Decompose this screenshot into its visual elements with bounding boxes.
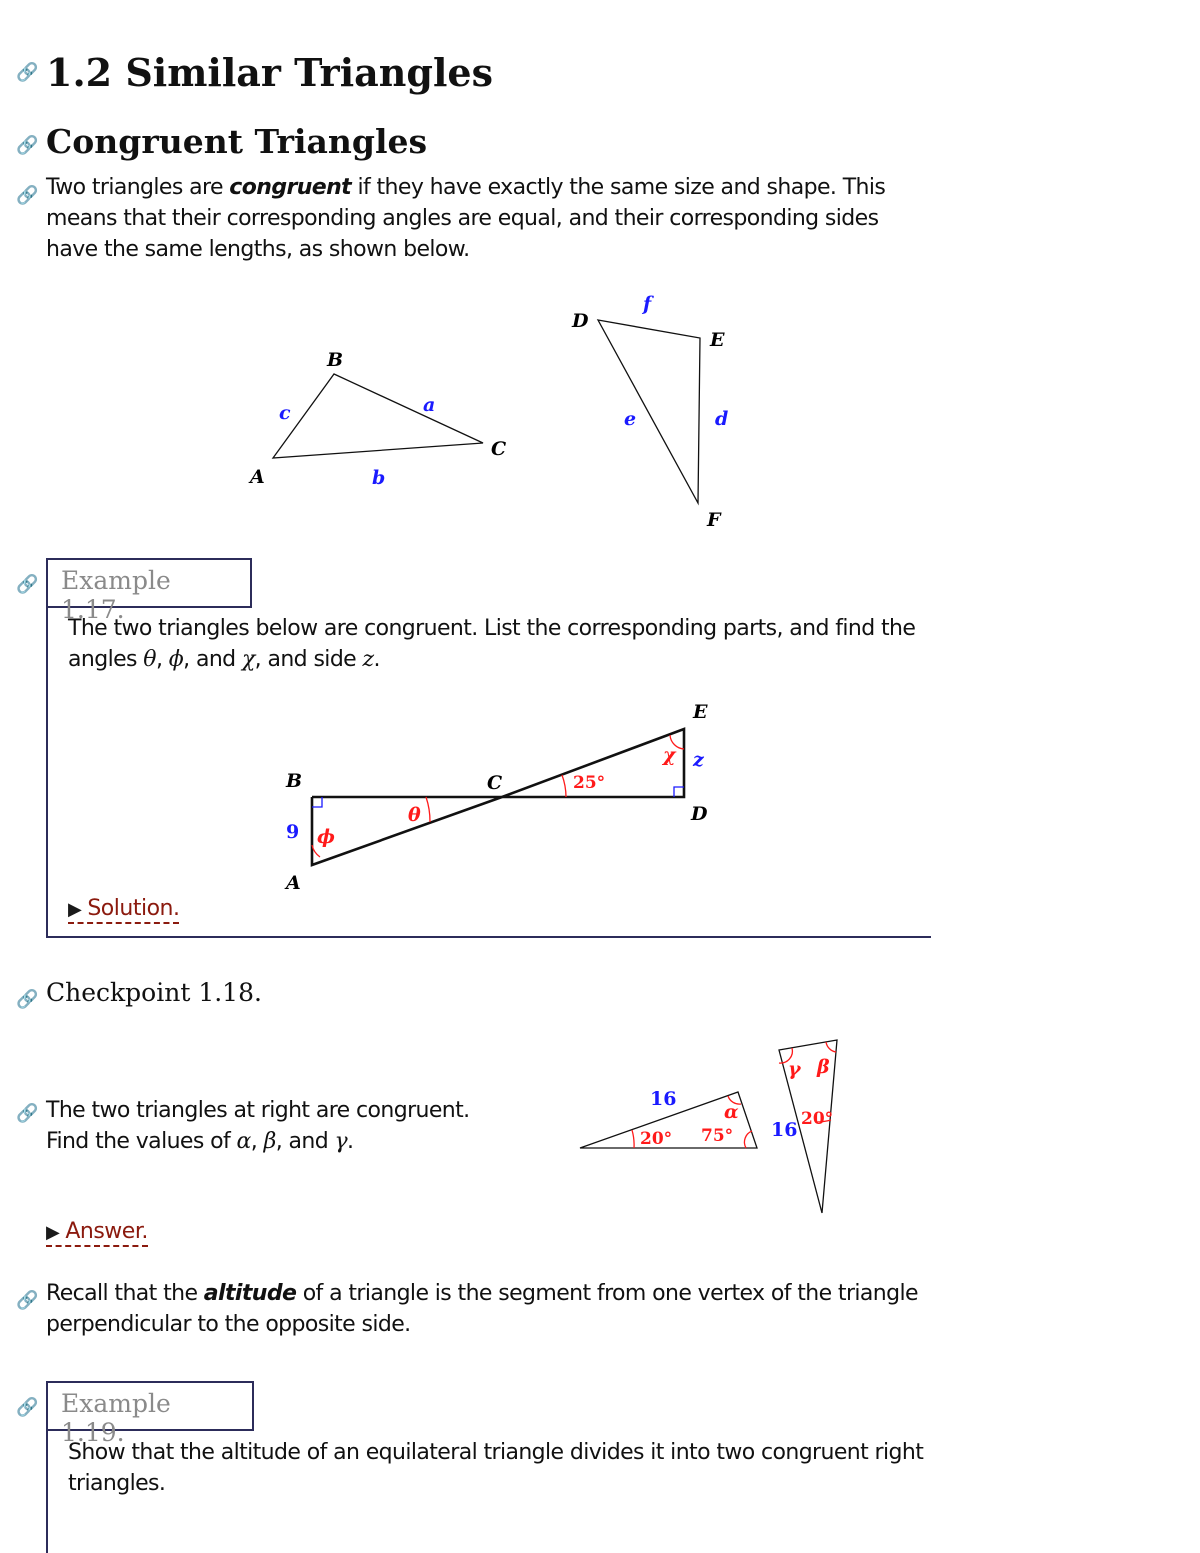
- answer-toggle[interactable]: ▶ Answer.: [46, 1219, 148, 1247]
- angle-arc-theta: [426, 797, 430, 822]
- vertex-label: D: [691, 803, 708, 825]
- example-1-19-prompt: Show that the altitude of an equilateral triangle divides it into two congruent right triangles.: [68, 1440, 924, 1496]
- term-altitude: altitude: [203, 1281, 297, 1306]
- section-title: 1.2 Similar Triangles: [46, 50, 493, 95]
- angle-label: 20°: [640, 1129, 673, 1149]
- vertex-label: C: [491, 438, 507, 460]
- angle-arc-25: [562, 775, 566, 797]
- checkpoint-1-18-figure: [570, 1030, 850, 1230]
- side-label: b: [372, 467, 386, 489]
- vertex-label: F: [707, 509, 721, 531]
- angle-arc: [632, 1130, 634, 1148]
- paragraph-link-icon[interactable]: 🔗: [16, 62, 39, 83]
- paragraph-link-icon[interactable]: 🔗: [16, 185, 39, 206]
- side-label: 16: [771, 1119, 798, 1141]
- paragraph-link-icon[interactable]: 🔗: [16, 1290, 39, 1311]
- angle-label: 75°: [701, 1126, 734, 1146]
- paragraph-link-icon[interactable]: 🔗: [16, 989, 39, 1010]
- angle-arc: [826, 1042, 836, 1052]
- side-label-9: 9: [286, 821, 300, 843]
- checkpoint-1-18-label: Checkpoint 1.18.: [46, 978, 262, 1007]
- angle-arc: [744, 1131, 752, 1148]
- example-1-17-bottom-rule: [46, 936, 931, 938]
- angle-label: 20°: [801, 1109, 834, 1129]
- congruent-triangles-figure: [230, 285, 750, 535]
- paragraph-link-icon[interactable]: 🔗: [16, 574, 39, 595]
- example-1-17-label[interactable]: Example 1.17.: [46, 558, 252, 608]
- solution-toggle[interactable]: ▶ Solution.: [68, 896, 179, 924]
- angle-label-phi: ϕ: [317, 826, 335, 848]
- side-label: f: [643, 293, 652, 315]
- vertex-label: D: [572, 310, 589, 332]
- vertex-label: E: [710, 329, 725, 351]
- vertex-label: A: [250, 466, 265, 488]
- vertex-label: B: [327, 349, 344, 371]
- example-1-19-frame: [46, 1426, 48, 1553]
- vertex-label: B: [286, 770, 303, 792]
- example-1-17-figure: [270, 695, 730, 900]
- triangle-abc-bowtie: [312, 797, 502, 865]
- side-label: e: [624, 408, 637, 430]
- subsection-title: Congruent Triangles: [46, 122, 428, 161]
- angle-label-gamma: γ: [788, 1058, 801, 1080]
- vertex-label: A: [286, 872, 301, 894]
- triangle-abc: [273, 374, 483, 458]
- right-angle-mark-b: [312, 797, 322, 807]
- disclosure-triangle-icon: ▶: [46, 1222, 60, 1243]
- paragraph-link-icon[interactable]: 🔗: [16, 1397, 39, 1418]
- term-congruent: congruent: [229, 175, 352, 200]
- side-label: a: [423, 394, 436, 416]
- angle-label-chi: χ: [663, 744, 676, 766]
- vertex-label: E: [693, 701, 708, 723]
- paragraph-link-icon[interactable]: 🔗: [16, 1103, 39, 1124]
- checkpoint-1-18-prompt: The two triangles at right are congruent. Find the values of α, β, and γ.: [46, 1098, 470, 1154]
- right-angle-mark-d: [674, 787, 684, 797]
- angle-label-25: 25°: [573, 773, 606, 793]
- altitude-paragraph: Recall that the altitude of a triangle is the segment from one vertex of the triangle perpendicular to the opposite side.: [46, 1281, 918, 1337]
- example-1-19-label[interactable]: Example 1.19.: [46, 1381, 254, 1431]
- side-label-z: z: [693, 749, 704, 771]
- paragraph-link-icon[interactable]: 🔗: [16, 135, 39, 156]
- example-1-17-frame: [46, 604, 48, 938]
- angle-label-theta: θ: [408, 804, 421, 826]
- angle-label-alpha: α: [724, 1101, 739, 1123]
- side-label: 16: [650, 1088, 677, 1110]
- example-1-17-prompt: The two triangles below are congruent. List the corresponding parts, and find the angles θ, ϕ, and χ, and side z.: [68, 616, 916, 672]
- triangle-def: [598, 320, 700, 503]
- side-label: c: [279, 402, 291, 424]
- disclosure-triangle-icon: ▶: [68, 899, 82, 920]
- side-label: d: [715, 408, 729, 430]
- angle-label-beta: β: [817, 1056, 830, 1078]
- vertex-label: C: [487, 772, 503, 794]
- intro-paragraph: Two triangles are congruent if they have exactly the same size and shape. This means that their corresponding angles are equal, and their corresponding sides have the same lengths, as shown below.: [46, 175, 886, 262]
